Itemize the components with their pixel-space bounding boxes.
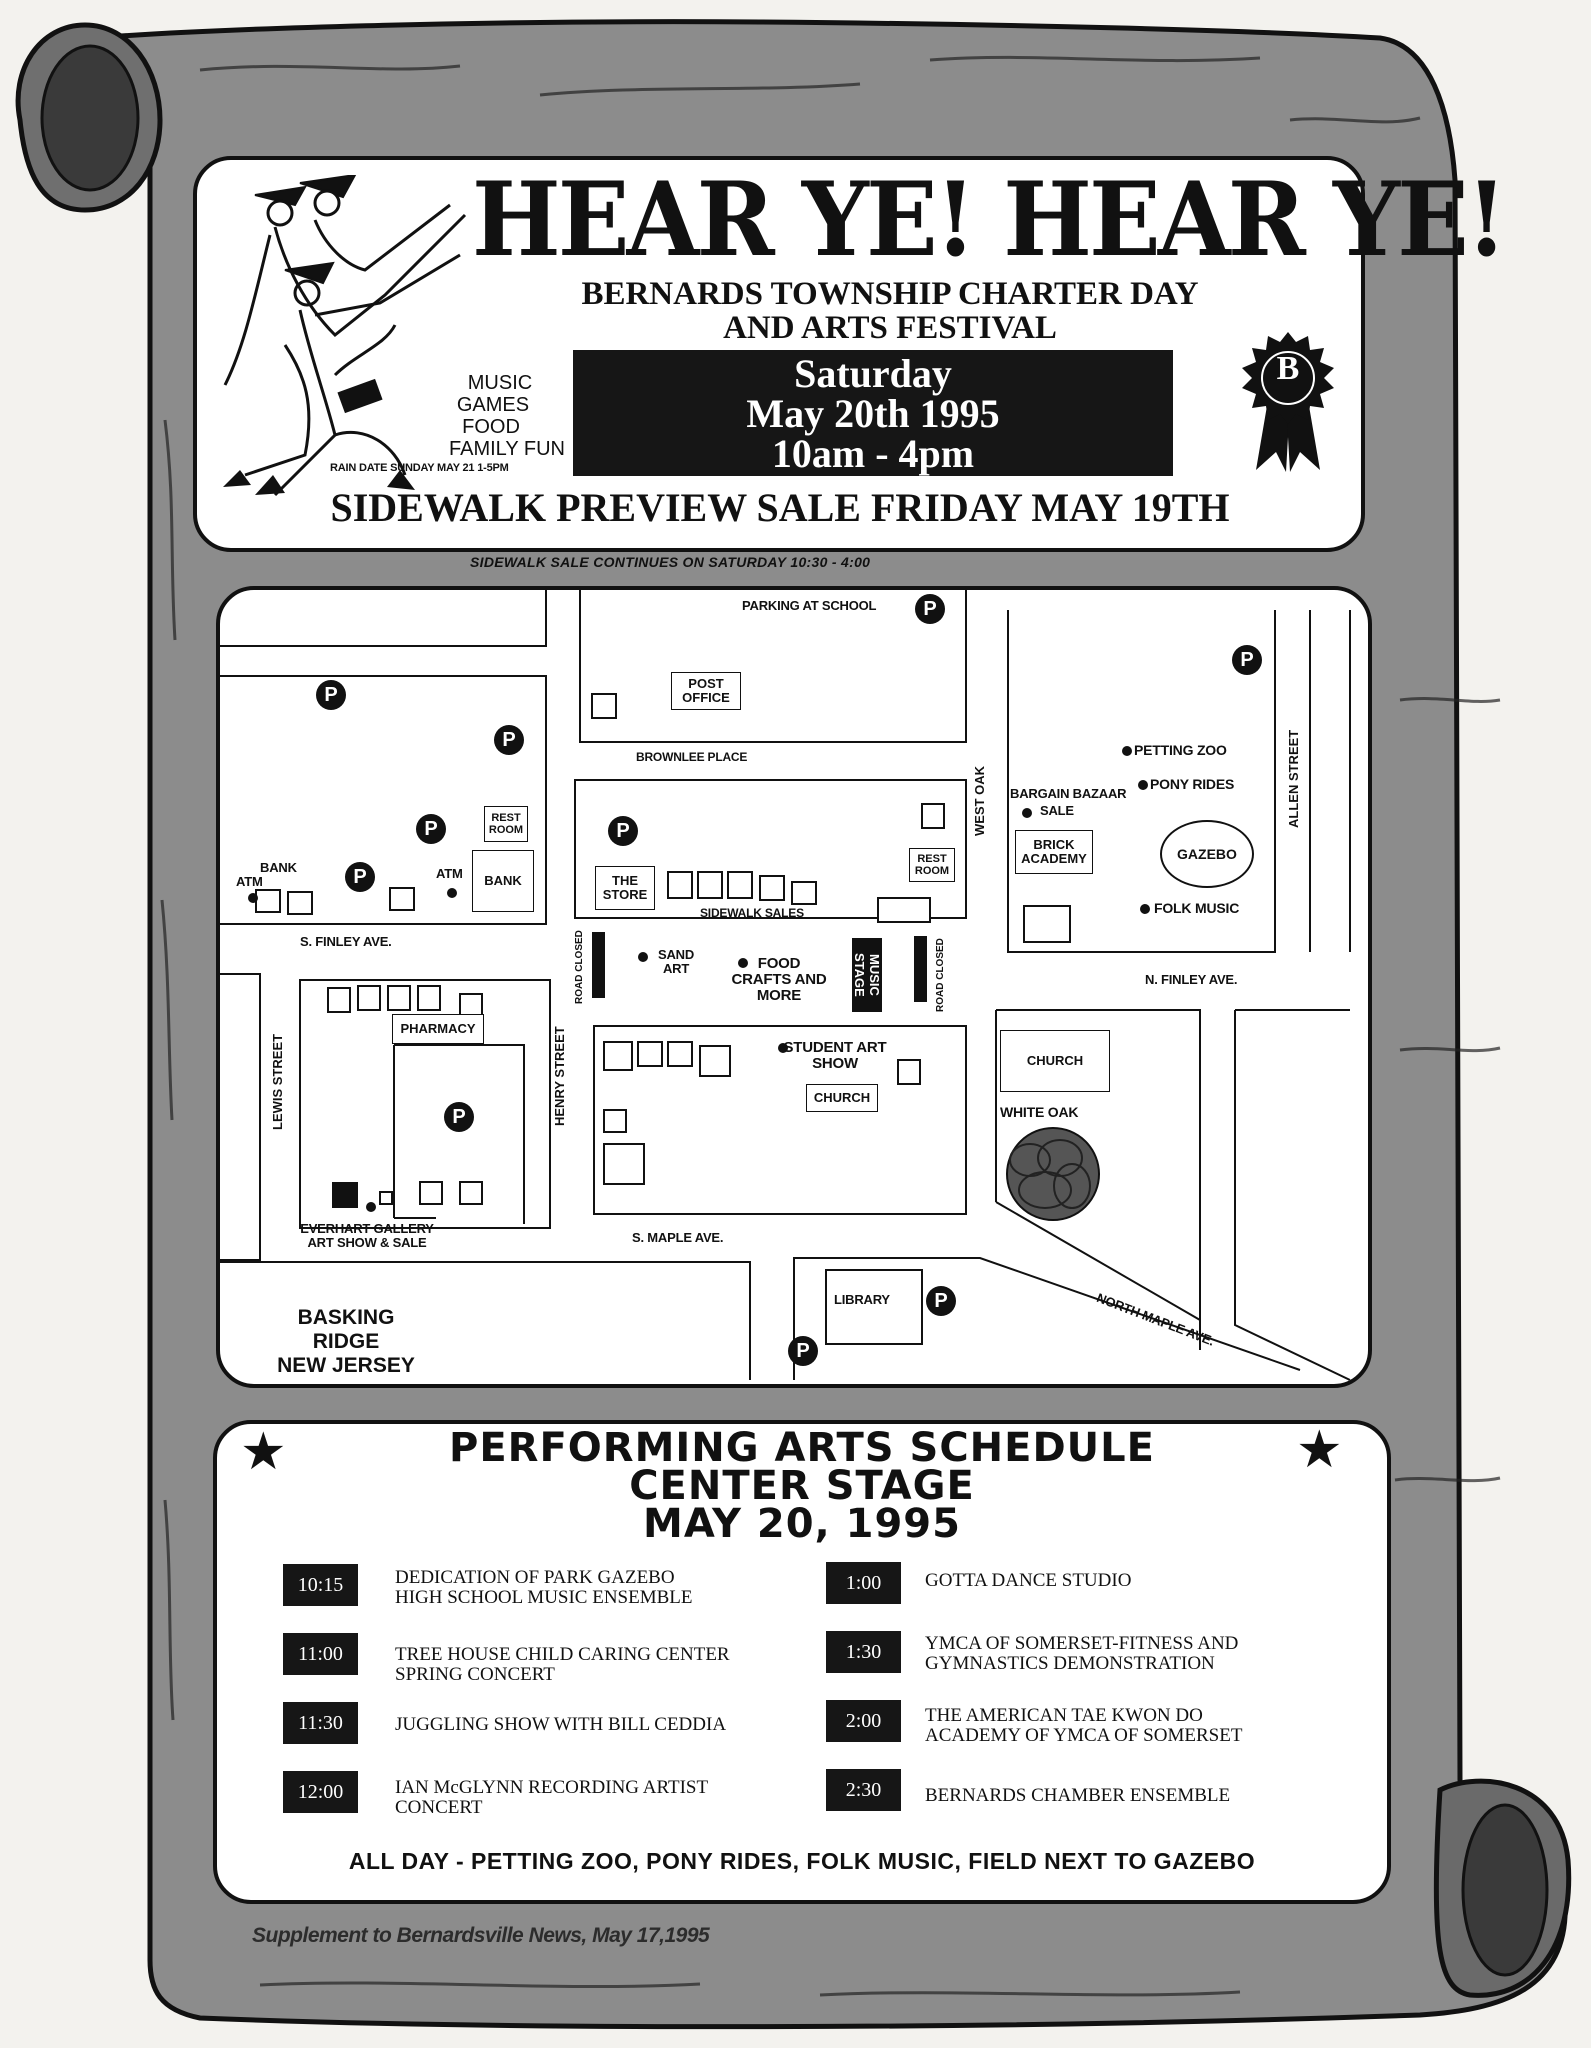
gazebo — [1160, 820, 1254, 888]
sale-label: SALE — [1040, 803, 1074, 818]
act-line: BERNARDS CHAMBER ENSEMBLE — [925, 1785, 1231, 1806]
everhart-marker — [366, 1202, 376, 1212]
act-item — [395, 1645, 795, 1685]
act-item — [395, 1715, 795, 1735]
date-date: May 20th 1995 — [746, 391, 1000, 436]
white-oak-label: WHITE OAK — [1000, 1104, 1079, 1120]
the-store: THE STORE — [595, 866, 655, 910]
road-closed-label: ROAD CLOSED — [935, 938, 946, 1012]
church-center: CHURCH — [806, 1084, 878, 1112]
time-badge: 2:00 — [826, 1700, 901, 1742]
act-item — [395, 1568, 795, 1608]
pony-rides-label: PONY RIDES — [1150, 776, 1235, 792]
brownlee-place-label: BROWNLEE PLACE — [636, 750, 748, 764]
time-badge: 12:00 — [283, 1771, 358, 1813]
time-badge: 1:30 — [826, 1631, 901, 1673]
star-icon: ★ — [1296, 1421, 1343, 1479]
act-line: HIGH SCHOOL MUSIC ENSEMBLE — [395, 1587, 693, 1608]
bank-label: BANK — [260, 860, 297, 875]
time-badge: 2:30 — [826, 1769, 901, 1811]
library-label: LIBRARY — [834, 1292, 890, 1307]
pony-rides-marker — [1138, 780, 1148, 790]
fun-games: GAMES — [456, 394, 530, 416]
subhead-line-1: BERNARDS TOWNSHIP CHARTER DAY — [581, 276, 1199, 312]
act-item — [925, 1634, 1325, 1674]
petting-zoo-label: PETTING ZOO — [1134, 742, 1227, 758]
act-item — [925, 1706, 1325, 1746]
act-line: DEDICATION OF PARK GAZEBO — [395, 1567, 675, 1588]
sidewalk-sales-label: SIDEWALK SALES — [700, 906, 804, 920]
schedule-date: MAY 20, 1995 — [643, 1501, 961, 1547]
atm-label: ATM — [436, 866, 463, 881]
act-item — [925, 1571, 1325, 1591]
parking-icon: P — [444, 1102, 474, 1132]
brick-academy: BRICK ACADEMY — [1015, 830, 1093, 874]
road-closed-barrier — [592, 932, 605, 998]
subhead-line-2: AND ARTS FESTIVAL — [723, 310, 1057, 346]
town-line-2: NEW JERSEY — [277, 1354, 415, 1377]
act-line: YMCA OF SOMERSET-FITNESS AND — [925, 1633, 1239, 1654]
henry-street-label: HENRY STREET — [552, 1026, 567, 1126]
s-finley-label: S. FINLEY AVE. — [300, 934, 392, 949]
schedule-subtitle: CENTER STAGE — [629, 1463, 975, 1509]
sand-art-marker — [638, 952, 648, 962]
parking-icon: P — [494, 725, 524, 755]
act-line: THE AMERICAN TAE KWON DO — [925, 1705, 1203, 1726]
act-line: SPRING CONCERT — [395, 1664, 555, 1685]
parking-icon: P — [1232, 645, 1262, 675]
s-maple-label: S. MAPLE AVE. — [632, 1230, 724, 1245]
parking-icon: P — [915, 594, 945, 624]
act-line: TREE HOUSE CHILD CARING CENTER — [395, 1644, 730, 1665]
act-line: GOTTA DANCE STUDIO — [925, 1570, 1132, 1591]
road-closed-label: ROAD CLOSED — [574, 930, 585, 1004]
act-line: CONCERT — [395, 1797, 483, 1818]
pharmacy: PHARMACY — [392, 1014, 484, 1044]
time-badge: 10:15 — [283, 1564, 358, 1606]
sand-art-label: SAND ART — [657, 947, 695, 976]
supplement-credit: Supplement to Bernardsville News, May 17,1995 — [252, 1924, 710, 1947]
schedule-title: PERFORMING ARTS SCHEDULE — [449, 1425, 1155, 1471]
date-time: 10am - 4pm — [771, 431, 975, 476]
fun-food: FOOD — [462, 416, 520, 438]
time-badge: 11:30 — [283, 1702, 358, 1744]
parking-icon: P — [345, 862, 375, 892]
parking-icon: P — [788, 1336, 818, 1366]
bargain-bazaar-label: BARGAIN BAZAAR — [1010, 786, 1127, 801]
act-line: GYMNASTICS DEMONSTRATION — [925, 1653, 1215, 1674]
petting-zoo-marker — [1122, 746, 1132, 756]
preview-sale: SIDEWALK PREVIEW SALE FRIDAY MAY 19TH — [330, 485, 1230, 530]
ribbon-letter: B — [1276, 350, 1300, 387]
fun-music: MUSIC — [467, 372, 533, 394]
atm-label: ATM — [236, 874, 263, 889]
everhart-sub: ART SHOW & SALE — [307, 1235, 427, 1250]
food-crafts-label: FOOD CRAFTS AND MORE — [731, 955, 827, 1004]
lewis-street-label: LEWIS STREET — [270, 1033, 285, 1130]
folk-music-marker — [1140, 904, 1150, 914]
bank-building: BANK — [472, 850, 534, 912]
headline: HEAR YE! HEAR YE! — [472, 160, 1505, 280]
town-name — [266, 1306, 426, 1378]
west-oak-label: WEST OAK — [972, 765, 987, 836]
act-line: IAN McGLYNN RECORDING ARTIST — [395, 1777, 709, 1798]
date-box — [573, 350, 1173, 476]
act-line: ACADEMY OF YMCA OF SOMERSET — [925, 1725, 1243, 1746]
bargain-bazaar-marker — [1022, 808, 1032, 818]
parking-at-school-label: PARKING AT SCHOOL — [742, 598, 877, 613]
church-right: CHURCH — [1000, 1030, 1110, 1092]
rain-date: RAIN DATE SUNDAY MAY 21 1-5PM — [330, 462, 509, 474]
fun-family: FAMILY FUN — [449, 438, 565, 460]
north-maple-label: NORTH MAPLE AVE. — [1094, 1290, 1217, 1349]
student-art-show-label: STUDENT ART SHOW — [783, 1039, 887, 1072]
star-icon: ★ — [240, 1423, 287, 1481]
post-office: POST OFFICE — [671, 672, 741, 710]
folk-music-label: FOLK MUSIC — [1154, 900, 1240, 916]
act-item — [925, 1786, 1325, 1806]
rest-room-right: REST ROOM — [909, 848, 955, 882]
date-day: Saturday — [794, 351, 952, 396]
parking-icon: P — [608, 816, 638, 846]
parking-icon: P — [316, 680, 346, 710]
gazebo-label: GAZEBO — [1177, 846, 1237, 862]
parking-icon: P — [416, 814, 446, 844]
road-closed-barrier — [914, 936, 927, 1002]
time-badge: 11:00 — [283, 1633, 358, 1675]
act-line: JUGGLING SHOW WITH BILL CEDDIA — [395, 1714, 727, 1735]
n-finley-label: N. FINLEY AVE. — [1145, 972, 1238, 987]
music-stage: MUSIC STAGE — [852, 938, 882, 1012]
atm-marker — [248, 893, 258, 903]
rest-room-left: REST ROOM — [484, 806, 528, 842]
act-item — [395, 1778, 795, 1818]
atm-marker — [447, 888, 457, 898]
allen-street-label: ALLEN STREET — [1286, 729, 1301, 828]
town-line-1: BASKING RIDGE — [297, 1306, 395, 1353]
sidewalk-continues: SIDEWALK SALE CONTINUES ON SATURDAY 10:30 - 4:00 — [470, 554, 871, 570]
all-day-note: ALL DAY - PETTING ZOO, PONY RIDES, FOLK MUSIC, FIELD NEXT TO GAZEBO — [348, 1848, 1256, 1874]
everhart-label — [292, 1222, 442, 1250]
time-badge: 1:00 — [826, 1562, 901, 1604]
minutemen-illustration — [215, 175, 475, 505]
parking-icon: P — [926, 1286, 956, 1316]
everhart-name: EVERHART GALLERY — [300, 1221, 434, 1236]
